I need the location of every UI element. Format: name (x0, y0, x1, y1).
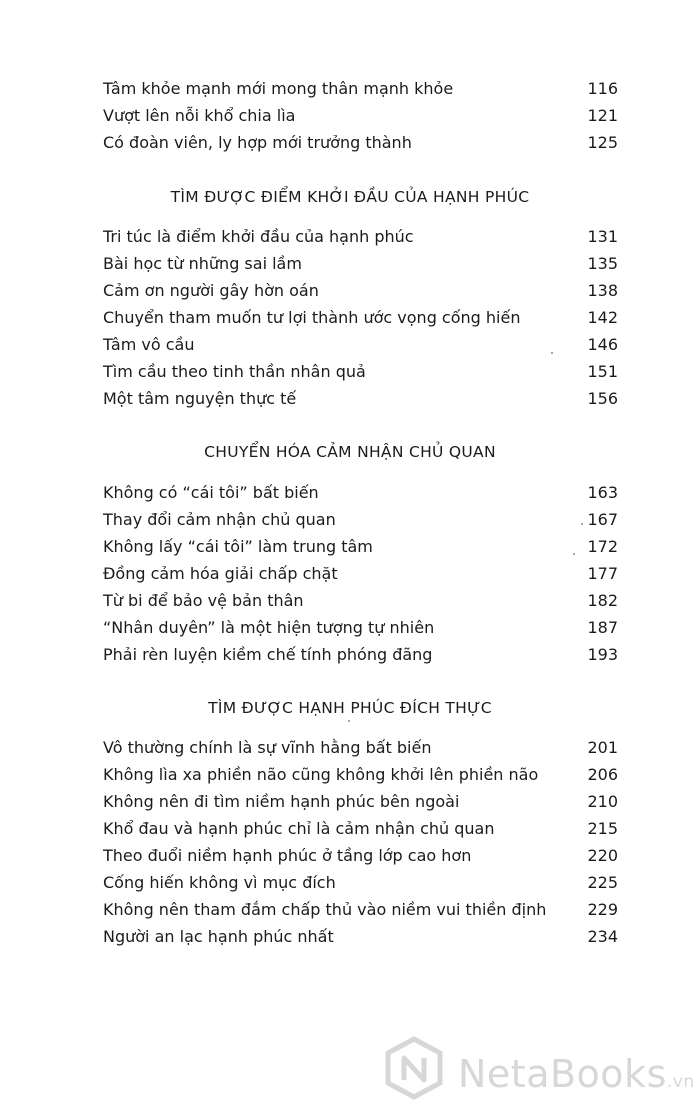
entry-title: Tâm vô cầu (103, 335, 195, 354)
toc-entry (103, 388, 618, 410)
entry-title: Theo đuổi niềm hạnh phúc ở tầng lớp cao hơn (103, 846, 472, 865)
toc-entry (103, 764, 618, 786)
entry-page: 121 (587, 106, 618, 125)
entry-title: Không có “cái tôi” bất biến (103, 483, 319, 502)
entry-title: Một tâm nguyện thực tế (103, 389, 297, 408)
toc-entry (103, 482, 618, 504)
entry-page: 234 (587, 927, 618, 946)
toc-entry (103, 926, 618, 948)
entry-page: 172 (587, 537, 618, 556)
entry-page: 182 (587, 591, 618, 610)
entry-title: Không lấy “cái tôi” làm trung tâm (103, 537, 373, 556)
entry-title: Tìm cầu theo tinh thần nhân quả (103, 362, 366, 381)
entry-page: 210 (587, 792, 618, 811)
toc-entry (103, 105, 618, 127)
toc-entry (103, 307, 618, 329)
toc-entry (103, 872, 618, 894)
entry-page: 131 (587, 227, 618, 246)
entry-title: Từ bi để bảo vệ bản thân (103, 591, 304, 610)
entry-title: Phải rèn luyện kiềm chế tính phóng đãng (103, 645, 433, 664)
toc-entry (103, 334, 618, 356)
toc-entry (103, 644, 618, 666)
entry-page: 138 (587, 281, 618, 300)
entry-title: Bài học từ những sai lầm (103, 254, 302, 273)
entry-page: 220 (587, 846, 618, 865)
entry-title: Vô thường chính là sự vĩnh hằng bất biến (103, 738, 432, 757)
toc-entry (103, 791, 618, 813)
entry-page: 167 (587, 510, 618, 529)
entry-title: Chuyển tham muốn tư lợi thành ước vọng cống hiến (103, 308, 521, 327)
entry-page: 206 (587, 765, 618, 784)
entry-title: Thay đổi cảm nhận chủ quan (103, 510, 336, 529)
toc-entry (103, 226, 618, 248)
toc-entry (103, 536, 618, 558)
netabooks-watermark (382, 1036, 695, 1106)
entry-page: 225 (587, 873, 618, 892)
entry-page: 193 (587, 645, 618, 664)
toc-entry (103, 280, 618, 302)
toc-entry (103, 253, 618, 275)
section-heading: TÌM ĐƯỢC HẠNH PHÚC ĐÍCH THỰC (208, 699, 492, 717)
scan-speck (348, 720, 350, 722)
entry-page: 201 (587, 738, 618, 757)
entry-page: 163 (587, 483, 618, 502)
entry-title: Vượt lên nỗi khổ chia lìa (103, 106, 296, 125)
watermark-text (458, 1052, 695, 1096)
entry-title: Tri túc là điểm khởi đầu của hạnh phúc (103, 227, 414, 246)
section-heading: TÌM ĐƯỢC ĐIỂM KHỞI ĐẦU CỦA HẠNH PHÚC (170, 188, 530, 206)
toc-entry (103, 132, 618, 154)
watermark-suffix: .vn (666, 1072, 695, 1092)
entry-title: Không nên tham đắm chấp thủ vào niềm vui thiền định (103, 900, 547, 919)
toc-entry (103, 617, 618, 639)
toc-entry (103, 563, 618, 585)
entry-page: 146 (587, 335, 618, 354)
entry-page: 187 (587, 618, 618, 637)
entry-page: 116 (587, 79, 618, 98)
section-heading: CHUYỂN HÓA CẢM NHẬN CHỦ QUAN (204, 443, 496, 461)
entry-title: Cống hiến không vì mục đích (103, 873, 336, 892)
entry-title: Khổ đau và hạnh phúc chỉ là cảm nhận chủ quan (103, 819, 495, 838)
toc-entry (103, 361, 618, 383)
toc-entry (103, 509, 618, 531)
entry-title: Có đoàn viên, ly hợp mới trưởng thành (103, 133, 412, 152)
entry-page: 142 (587, 308, 618, 327)
scan-speck (581, 523, 583, 525)
netabooks-logo-icon (382, 1036, 446, 1100)
entry-page: 125 (587, 133, 618, 152)
toc-entry (103, 78, 618, 100)
toc-entry (103, 845, 618, 867)
entry-page: 156 (587, 389, 618, 408)
entry-page: 215 (587, 819, 618, 838)
entry-page: 135 (587, 254, 618, 273)
watermark-brand: NetaBooks (458, 1052, 667, 1096)
entry-title: Tâm khỏe mạnh mới mong thân mạnh khỏe (103, 79, 454, 98)
entry-title: “Nhân duyên” là một hiện tượng tự nhiên (103, 618, 435, 637)
entry-title: Cảm ơn người gây hờn oán (103, 281, 319, 300)
scan-speck (551, 352, 553, 354)
entry-page: 151 (587, 362, 618, 381)
toc-entry (103, 590, 618, 612)
scan-speck (573, 553, 575, 555)
entry-title: Không lìa xa phiền não cũng không khởi lên phiền não (103, 765, 539, 784)
entry-page: 177 (587, 564, 618, 583)
entry-title: Đồng cảm hóa giải chấp chặt (103, 564, 338, 583)
entry-page: 229 (587, 900, 618, 919)
entry-title: Không nên đi tìm niềm hạnh phúc bên ngoài (103, 792, 460, 811)
entry-title: Người an lạc hạnh phúc nhất (103, 927, 334, 946)
toc-entry (103, 737, 618, 759)
toc-entry (103, 899, 618, 921)
toc-entry (103, 818, 618, 840)
